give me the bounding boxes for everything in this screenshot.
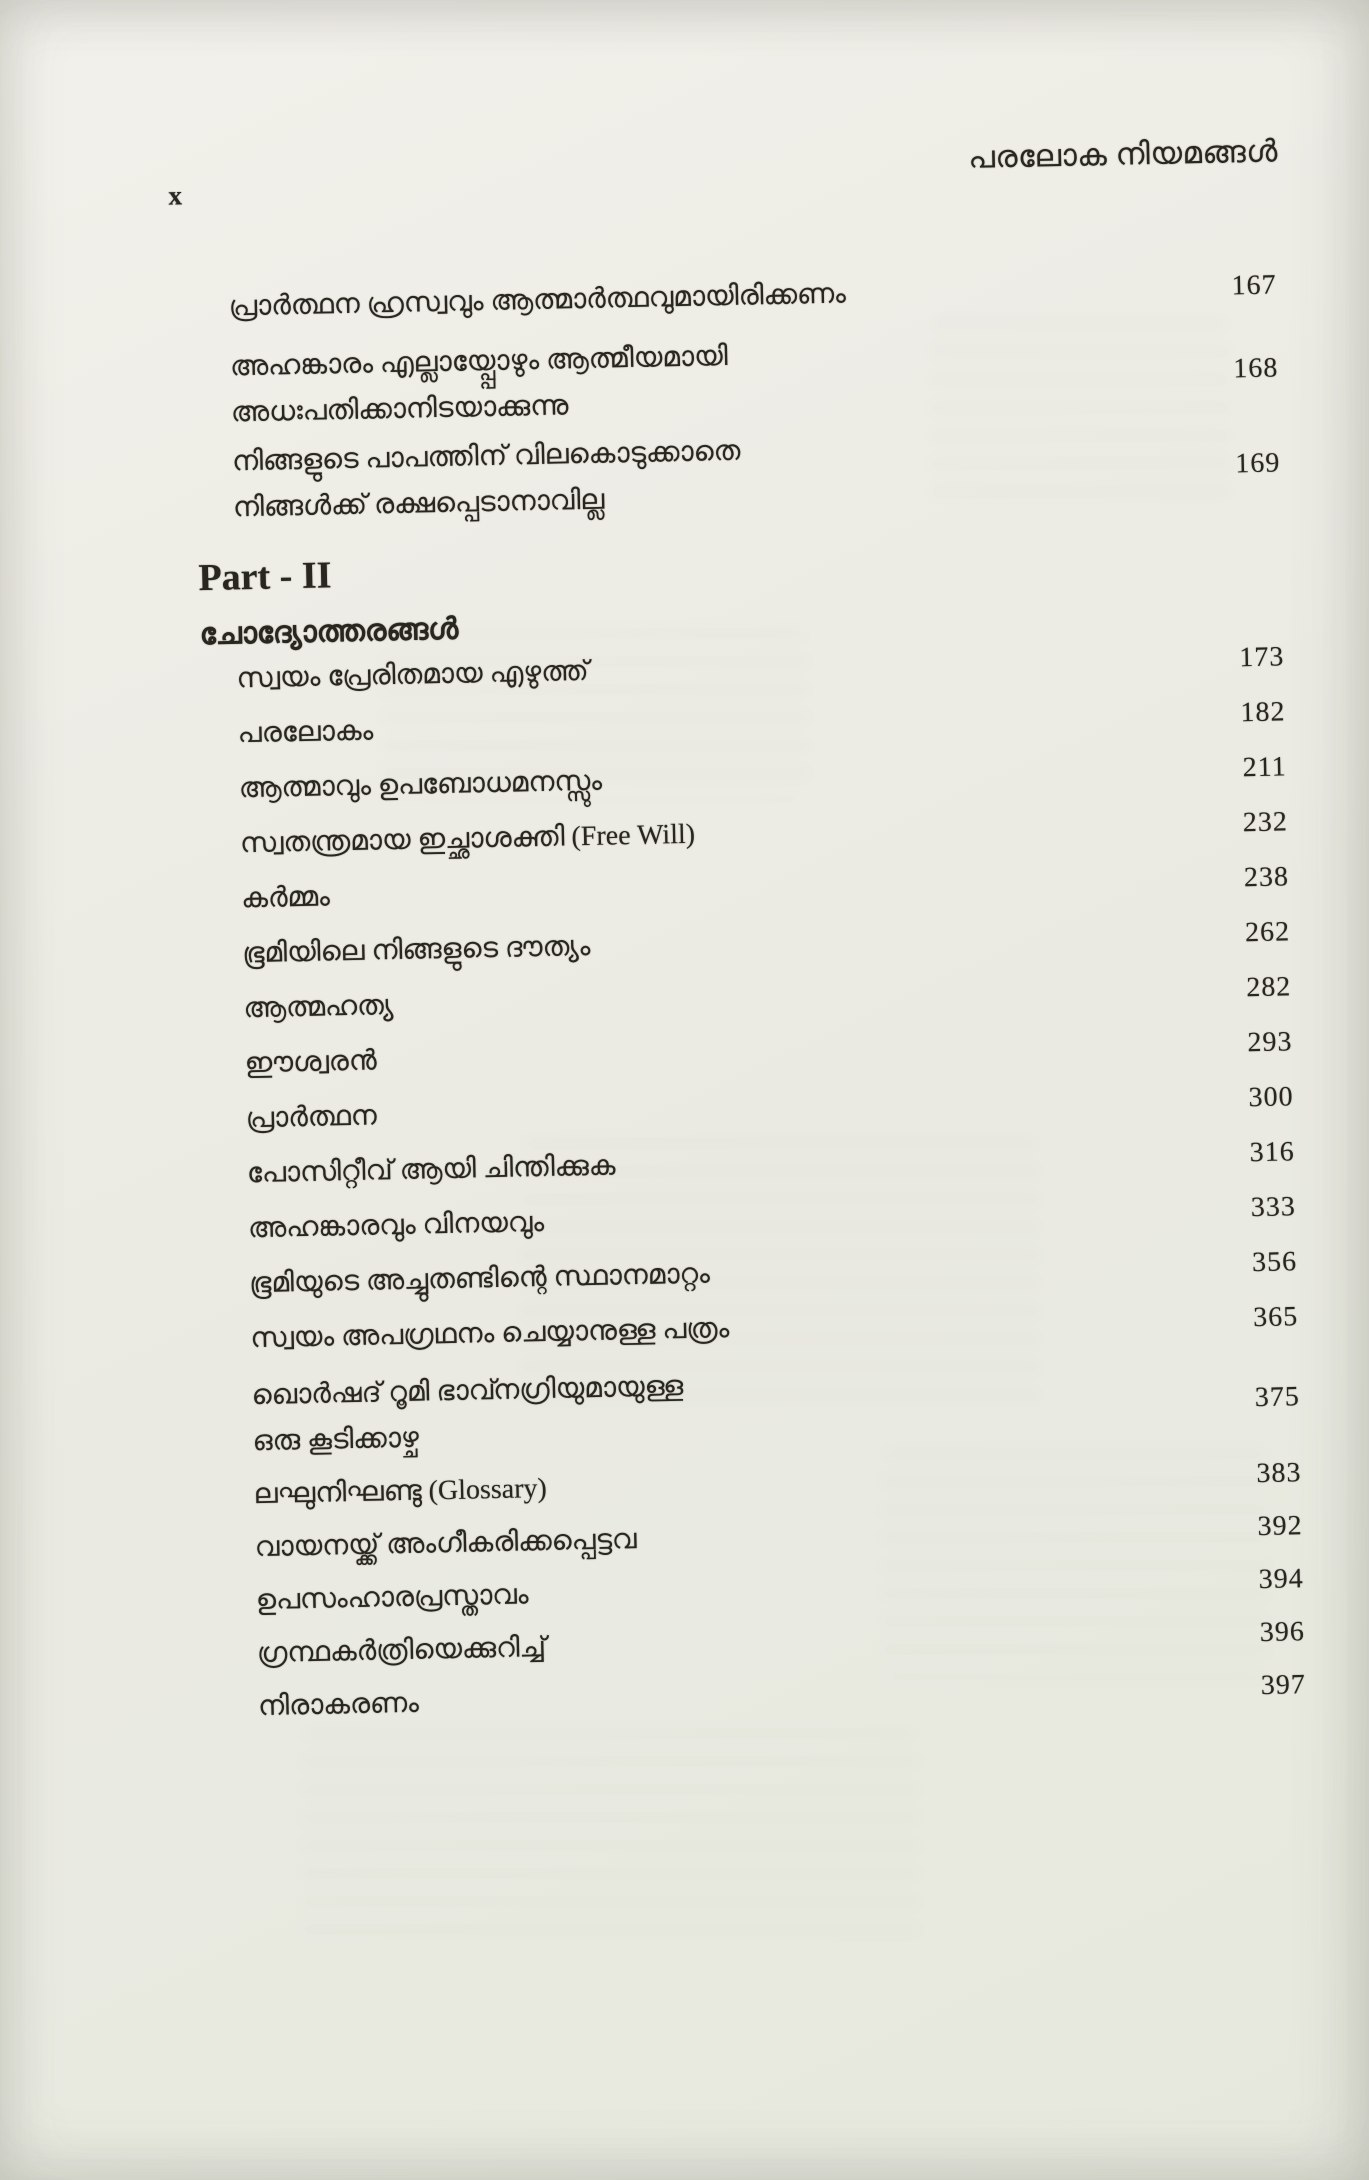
toc-entry-title: സ്വയം അപഗ്രഥനം ചെയ്യാനുള്ള പത്രം xyxy=(250,1313,730,1355)
toc-entry-page: 173 xyxy=(1239,641,1285,674)
toc-entry-page: 167 xyxy=(1231,269,1277,302)
toc-entry-title: ഉപസംഹാരപ്രസ്താവം xyxy=(255,1579,529,1617)
toc-entry-title: ആത്മഹത്യ xyxy=(243,990,394,1025)
toc-entry-title: പോസിറ്റീവ് ആയി ചിന്തിക്കുക xyxy=(246,1150,616,1190)
toc-entry-page: 333 xyxy=(1250,1191,1297,1224)
toc-entry xyxy=(228,263,1277,329)
toc-entry-title: അഹങ്കാരം എല്ലായ്പ്പോഴും ആത്മീയമായി അധഃപതിക്കാനിടയാക്കുന്നു xyxy=(229,340,728,429)
toc-entry-page: 293 xyxy=(1247,1026,1293,1059)
toc-entry-page: 394 xyxy=(1258,1563,1304,1596)
toc-entry-title: ആത്മാവും ഉപബോധമനസ്സും xyxy=(238,765,603,805)
toc-entry-title: പ്രാർത്ഥന xyxy=(245,1100,378,1135)
toc-entry-title: വായനയ്ക്ക് അംഗീകരിക്കപ്പെട്ടവ xyxy=(254,1524,637,1564)
toc-entry xyxy=(255,1558,1304,1622)
toc-entry-page: 169 xyxy=(1234,447,1281,480)
toc-entry xyxy=(250,1296,1299,1360)
toc-entry-page: 392 xyxy=(1257,1510,1303,1543)
toc-entry-page: 383 xyxy=(1256,1457,1302,1490)
toc-entry-page: 232 xyxy=(1242,806,1289,839)
toc-entry xyxy=(258,1664,1307,1728)
toc-entry-title: ഭൂമിയുടെ അച്ചുതണ്ടിന്റെ സ്ഥാനമാറ്റം xyxy=(248,1258,711,1300)
toc-entry-page: 211 xyxy=(1242,751,1287,784)
toc-entry xyxy=(238,746,1287,810)
toc-entry-page: 365 xyxy=(1252,1301,1299,1334)
toc-entry xyxy=(251,1351,1301,1465)
toc-entry-page: 316 xyxy=(1249,1136,1296,1169)
toc-entry xyxy=(244,1021,1293,1085)
toc-entry xyxy=(230,322,1280,436)
toc-entry xyxy=(232,417,1282,531)
toc-entry-title: അഹങ്കാരവും വിനയവും xyxy=(247,1206,545,1245)
toc-entry xyxy=(242,911,1291,975)
toc-entry xyxy=(257,1611,1306,1675)
toc-entry-title: ഭൂമിയിലെ നിങ്ങളുടെ ദൗത്യം xyxy=(242,930,591,970)
toc-entry-title: കർമ്മം xyxy=(240,881,331,915)
section-heading: ചോദ്യോത്തരങ്ങൾ xyxy=(199,612,459,652)
toc-entry xyxy=(237,691,1286,755)
toc-entry-page: 397 xyxy=(1260,1669,1307,1702)
toc-entry-title: ഖൊർഷദ് റൂമി ഭാവ്നഗ്രിയുമായുള്ള ഒരു കൂടിക്കാഴ്ച xyxy=(251,1371,684,1458)
toc-entry xyxy=(243,966,1292,1030)
toc-entry-page: 375 xyxy=(1254,1381,1301,1414)
folio-page-number: x xyxy=(168,180,183,211)
toc-entry xyxy=(248,1186,1297,1250)
running-head-title: പരലോക നിയമങ്ങൾ xyxy=(967,133,1279,175)
toc-entry-page: 262 xyxy=(1244,916,1291,949)
toc-entry-page: 168 xyxy=(1232,352,1279,385)
toc-entry-title: ലഘുനിഘണ്ടു (Glossary) xyxy=(253,1472,548,1511)
toc-entry xyxy=(240,801,1289,865)
toc-entry xyxy=(254,1505,1303,1569)
toc-entry xyxy=(241,856,1290,920)
toc-entry xyxy=(247,1131,1296,1195)
toc-entry-page: 356 xyxy=(1251,1246,1298,1279)
toc-entry-title: ഈശ്വരൻ xyxy=(244,1045,377,1080)
toc-entry-title: സ്വതന്ത്രമായ ഇച്ഛാശക്തി (Free Will) xyxy=(239,818,696,860)
toc-entry-title: നിരാകരണം xyxy=(257,1687,420,1723)
toc-entry-page: 182 xyxy=(1240,696,1286,729)
table-of-contents xyxy=(198,263,1307,1739)
toc-entry-page: 282 xyxy=(1245,971,1292,1004)
toc-entry xyxy=(249,1241,1298,1305)
toc-entry-page: 396 xyxy=(1259,1616,1306,1649)
toc-entry-title: നിങ്ങളുടെ പാപത്തിന് വിലകൊടുക്കാതെ നിങ്ങൾക്ക് രക്ഷപ്പെടാനാവില്ല xyxy=(231,435,741,524)
part-heading: Part - II xyxy=(198,554,332,600)
toc-entry-title: പ്രാർത്ഥന ഹ്രസ്വവും ആത്മാർത്ഥവുമായിരിക്കണം xyxy=(228,278,847,323)
toc-entry-title: ഗ്രന്ഥകർത്രിയെക്കുറിച്ച് xyxy=(256,1632,547,1670)
toc-entry xyxy=(245,1076,1294,1140)
toc-entry-title: സ്വയം പ്രേരിതമായ എഴുത്ത് xyxy=(236,655,589,695)
toc-entry-page: 238 xyxy=(1243,861,1290,894)
toc-entry-page: 300 xyxy=(1248,1081,1294,1114)
toc-entry-title: പരലോകം xyxy=(237,715,374,750)
